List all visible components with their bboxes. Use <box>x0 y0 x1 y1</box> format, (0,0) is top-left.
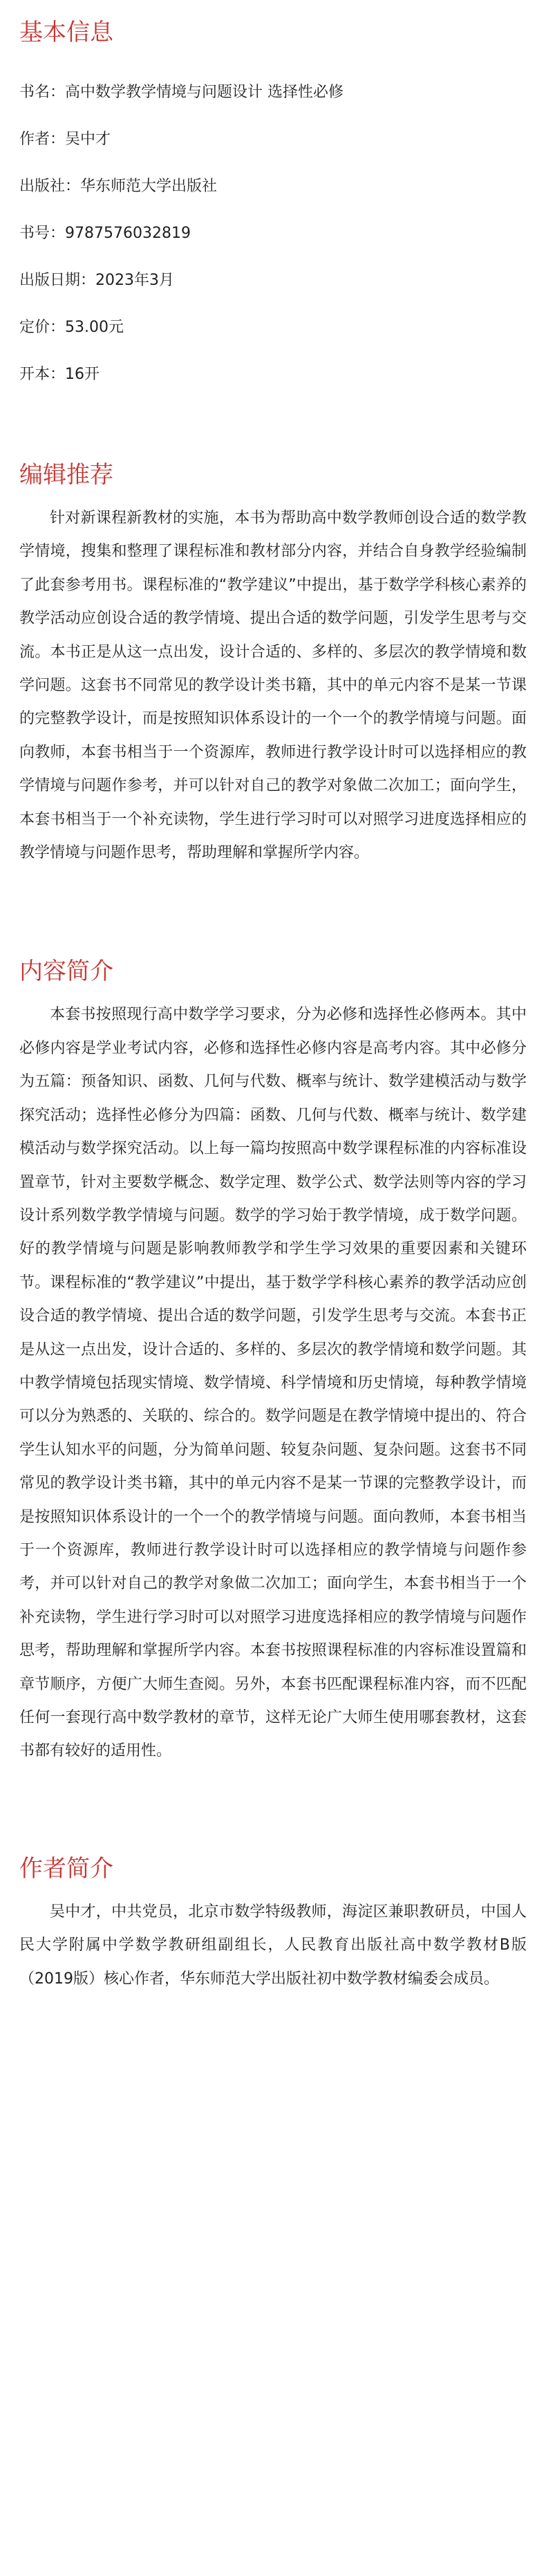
content-paragraph: 本套书按照现行高中数学学习要求，分为必修和选择性必修两本。其中必修内容是学业考试内容，必修和选择性必修内容是高考内容。其中必修分为五篇：预备知识、函数、几何与代数、概率与统计、数学建模活动与数学探究活动；选择性必修分为四篇：函数、几何与代数、概率与统计、数学建模活动与数学探究活动。以上每一篇均按照高中数学课程标准的内容标准设置章节，针对主要数学概念、数学定理、数学公式、数学法则等内容的学习设计系列数学教学情境与问题。数学的学习始于教学情境，成于数学问题。好的教学情境与问题是影响教师教学和学生学习效果的重要因素和关键环节。课程标准的“教学建议”中提出，基于数学学科核心素养的教学活动应创设合适的教学情境、提出合适的数学问题，引发学生思考与交流。本套书正是从这一点出发，设计合适的、多样的、多层次的教学情境和数学问题。其中教学情境包括现实情境、数学情境、科学情境和历史情境，每种教学情境可以分为熟悉的、关联的、综合的。数学问题是在教学情境中提出的、符合学生认知水平的问题，分为简单问题、较复杂问题、复杂问题。这套书不同常见的教学设计类书籍，其中的单元内容不是某一节课的完整教学设计，而是按照知识体系设计的一个一个的教学情境与问题。面向教师，本套书相当于一个资源库，教师进行教学设计时可以选择相应的教学情境与问题作参考，并可以针对自己的教学对象做二次加工；面向学生，本套书相当于一个补充读物，学生进行学习时可以对照学习进度选择相应的教学情境与问题作思考，帮助理解和掌握所学内容。本套书按照课程标准的内容标准设置篇和章节顺序，方便广大师生查阅。另外，本套书匹配课程标准内容，而不匹配任何一套现行高中数学教材的章节，这样无论广大师生使用哪套教材，这套书都有较好的适用性。 <box>19 1006 527 1760</box>
info-value: 吴中才 <box>65 131 111 148</box>
info-label: 定价： <box>19 319 66 336</box>
author-paragraph: 吴中才，中共党员，北京市数学特级教师，海淀区兼职教研员，中国人民大学附属中学数学教研组副组长，人民教育出版社高中数学教材B版（2019版）核心作者，华东师范大学出版社初中数学教材编委会成员。 <box>19 1903 527 1988</box>
info-label: 书名： <box>19 84 66 101</box>
info-label: 出版社： <box>19 178 81 195</box>
info-row-title <box>19 69 527 116</box>
info-value: 53.00元 <box>65 319 124 336</box>
content-heading: 内容简介 <box>19 958 113 986</box>
info-row-publisher <box>19 163 527 210</box>
info-value: 16开 <box>65 366 100 383</box>
info-value: 2023年3月 <box>95 272 175 289</box>
basic-info-list <box>19 69 527 398</box>
basic-info-heading: 基本信息 <box>19 19 113 46</box>
editor-section <box>19 458 527 870</box>
info-value: 华东师范大学出版社 <box>80 178 218 195</box>
info-label: 作者： <box>19 131 66 148</box>
editor-heading: 编辑推荐 <box>19 461 113 489</box>
editor-paragraph: 针对新课程新教材的实施，本书为帮助高中数学教师创设合适的数学教学情境，搜集和整理了课程标准和教材部分内容，并结合自身教学经验编制了此套参考用书。课程标准的“教学建议”中提出，基于数学学科核心素养的教学活动应创设合适的教学情境、提出合适的数学问题，引发学生思考与交流。本书正是从这一点出发，设计合适的、多样的、多层次的教学情境和数学问题。这套书不同常见的教学设计类书籍，其中的单元内容不是某一节课的完整教学设计，而是按照知识体系设计的一个一个的教学情境与问题。面向教师，本套书相当于一个资源库，教师进行教学设计时可以选择相应的教学情境与问题作参考，并可以针对自己的教学对象做二次加工；面向学生，本套书相当于一个补充读物，学生进行学习时可以对照学习进度选择相应的教学情境与问题作思考，帮助理解和掌握所学内容。 <box>19 510 527 862</box>
content-section <box>19 954 527 1768</box>
info-row-format <box>19 351 527 398</box>
author-heading: 作者简介 <box>19 1854 113 1883</box>
info-label: 书号： <box>19 225 66 242</box>
author-section <box>19 1851 527 1996</box>
info-row-price <box>19 304 527 351</box>
info-value: 高中数学教学情境与问题设计 选择性必修 <box>65 84 344 101</box>
info-row-isbn <box>19 210 527 257</box>
info-label: 开本： <box>19 366 66 383</box>
info-row-date <box>19 257 527 304</box>
info-label: 出版日期： <box>19 272 96 289</box>
info-row-author <box>19 116 527 163</box>
info-value: 9787576032819 <box>65 225 191 242</box>
